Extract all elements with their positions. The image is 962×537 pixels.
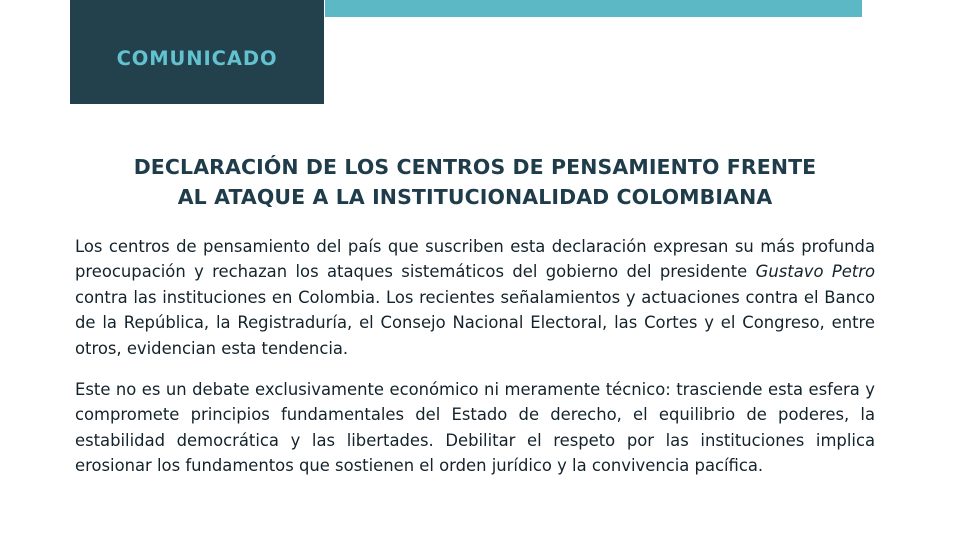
page-title-line-2: AL ATAQUE A LA INSTITUCIONALIDAD COLOMBIANA [177, 185, 773, 209]
paragraph-1-emphasis: Gustavo Petro [755, 262, 876, 282]
paragraph-2: Este no es un debate exclusivamente económico ni meramente técnico: trasciende esta esfera y compromete principios fundamentales del Estado de derecho, el equilibrio de poderes, la estabilidad democrática y las libertades. Debilitar el respeto por las instituciones implica erosionar los fundamentos que sostienen el orden jurídico y la convivencia pacífica. [75, 380, 875, 476]
paragraph-1 [75, 234, 875, 361]
communique-badge [70, 0, 324, 104]
paragraph-1-part-2: contra las instituciones en Colombia. Los recientes señalamientos y actuaciones contra el Banco de la República, la Registraduría, el Consejo Nacional Electoral, las Cortes y el Congreso, entre otros, evidencian esta tendencia. [75, 287, 875, 358]
paragraph-1-part-1: Los centros de pensamiento del país que suscriben esta declaración expresan su más profunda preocupación y rechazan los ataques sistemáticos del gobierno del presidente [75, 237, 875, 282]
page-title [75, 152, 875, 212]
document-content [75, 152, 875, 479]
header-accent-bar [325, 0, 862, 17]
communique-badge-label: COMUNICADO [116, 46, 278, 70]
page-title-line-1: DECLARACIÓN DE LOS CENTROS DE PENSAMIENTO FRENTE [133, 155, 817, 179]
